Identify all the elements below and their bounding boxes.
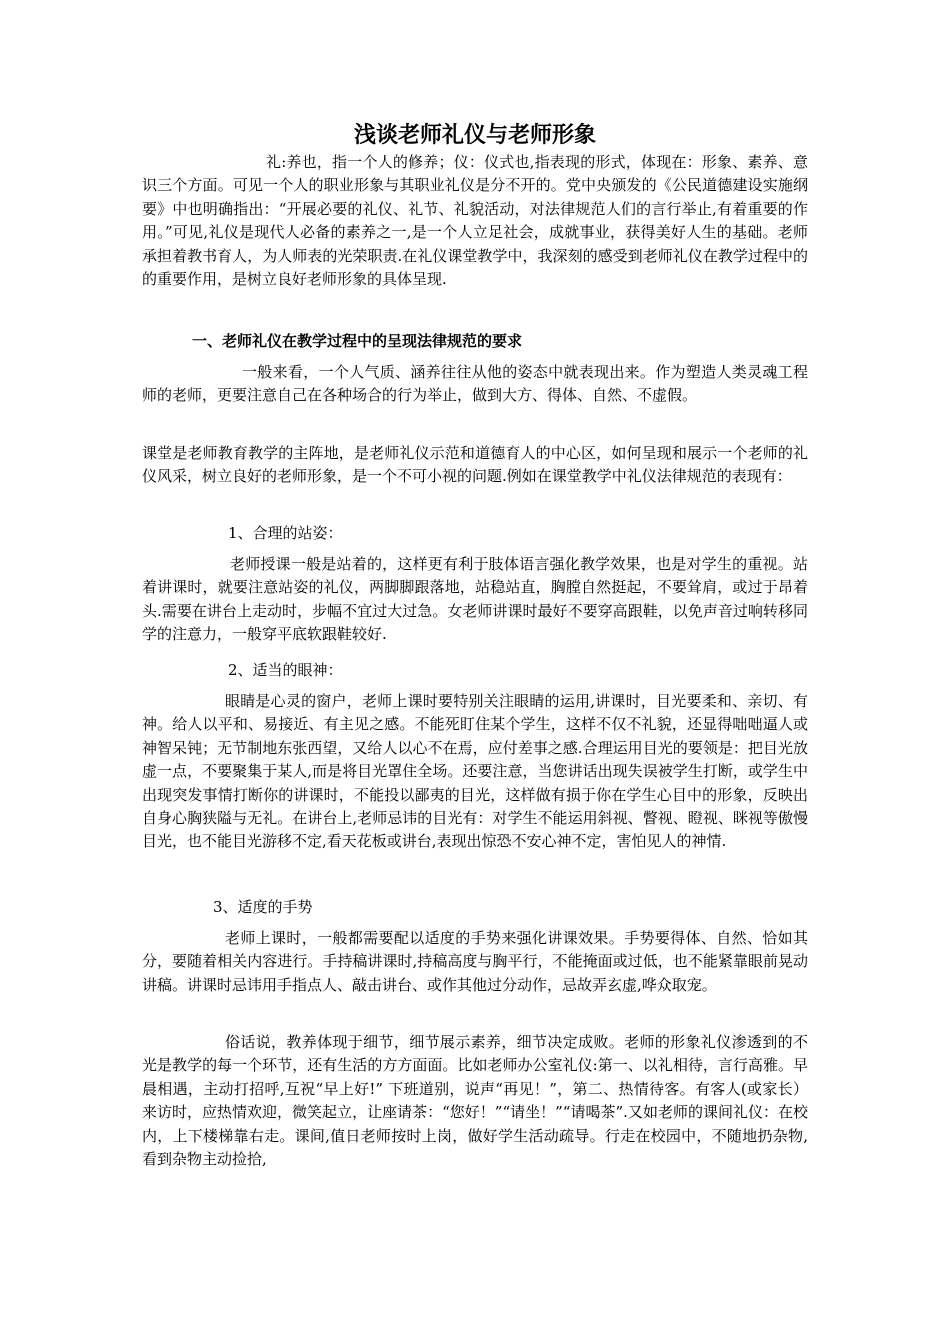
- subsection-3-heading: 3、适度的手势: [213, 898, 313, 916]
- gesture-paragraph: 老师上课时，一般都需要配以适度的手势来强化讲课效果。手势要得体、自然、恰如其分，要随着相关内容进行。手持稿讲课时,持稿高度与胸平行，不能掩面或过低，也不能紧靠眼前晃动讲稿。讲课时忌讳用手指点人、敲击讲台、或作其他过分动作，忌故弄玄虚,哗众取宠。: [142, 929, 808, 994]
- intro-paragraph: 礼:养也，指一个人的修养；仪：仪式也,指表现的形式，体现在：形象、素养、意识三个方面。可见一个人的职业形象与其职业礼仪是分不开的。党中央颁发的《公民道德建设实施纲要》中也明确指出：“开展必要的礼仪、礼节、礼貌活动，对法律规范人们的言行举止,有着重要的作用。”可见,礼仪是现代人必备的素养之一,是一个人立足社会，成就事业，获得美好人生的基础。老师承担着教书育人，为人师表的光荣职责.在礼仪课堂教学中，我深刻的感受到老师礼仪在教学过程中的的重要作用，是树立良好老师形象的具体呈现.: [142, 153, 808, 289]
- eye-contact-paragraph: 眼睛是心灵的窗户，老师上课时要特别关注眼睛的运用,讲课时，目光要柔和、亲切、有神。给人以平和、易接近、有主见之感。不能死盯住某个学生，这样不仅不礼貌，还显得咄咄逼人或神智呆钝；无节制地东张西望，又给人以心不在焉，应付差事之感.合理运用目光的要领是：把目光放虚一点，不要聚集于某人,而是将目光罩住全场。还要注意，当您讲话出现失误被学生打断，或学生中出现突发事情打断你的讲课时，不能投以鄙夷的目光，这样做有损于你在学生心目中的形象，反映出自身心胸狭隘与无礼。在讲台上,老师忌讳的目光有：对学生不能运用斜视、瞥视、瞪视、眯视等傲慢目光，也不能目光游移不定,看天花板或讲台,表现出惊恐不安心神不定，害怕见人的神情.: [142, 692, 808, 851]
- classroom-paragraph: 课堂是老师教育教学的主阵地，是老师礼仪示范和道德育人的中心区，如何呈现和展示一个老师的礼仪风采，树立良好的老师形象，是一个不可小视的问题.例如在课堂教学中礼仪法律规范的表现有：: [142, 444, 808, 486]
- subsection-2-heading: 2、适当的眼神：: [228, 661, 343, 679]
- document-title: 浅谈老师礼仪与老师形象: [353, 122, 596, 148]
- general-demeanor-paragraph: 一般来看，一个人气质、涵养往往从他的姿态中就表现出来。作为塑造人类灵魂工程师的老师，更要注意自己在各种场合的行为举止，做到大方、得体、自然、不虚假。: [142, 363, 808, 405]
- stance-paragraph: 老师授课一般是站着的，这样更有利于肢体语言强化教学效果，也是对学生的重视。站着讲课时，就要注意站姿的礼仪，两脚脚跟落地，站稳站直，胸膛自然挺起，不要耸肩，或过于昂着头.需要在讲台上走动时，步幅不宜过大过急。女老师讲课时最好不要穿高跟鞋，以免声音过响转移同学的注意力，一般穿平底软跟鞋较好.: [142, 555, 808, 644]
- section-1-heading: 一、老师礼仪在教学过程中的呈现法律规范的要求: [192, 332, 523, 350]
- subsection-1-heading: 1、合理的站姿：: [228, 524, 343, 542]
- details-paragraph: 俗话说，教养体现于细节，细节展示素养，细节决定成败。老师的形象礼仪渗透到的不光是教学的每一个环节，还有生活的方方面面。比如老师办公室礼仪:第一、以礼相待，言行高雅。早晨相遇，主动打招呼,互祝“早上好!” 下班道别，说声“再见！”，第二、热情待客。有客人(或家长）来访时，应热情欢迎，微笑起立，让座请茶：“您好！”“请坐！”“请喝茶”.又如老师的课间礼仪：在校内，上下楼梯靠右走。课间,值日老师按时上岗，做好学生活动疏导。行走在校园中，不随地扔杂物,看到杂物主动捡拾,: [142, 1033, 808, 1169]
